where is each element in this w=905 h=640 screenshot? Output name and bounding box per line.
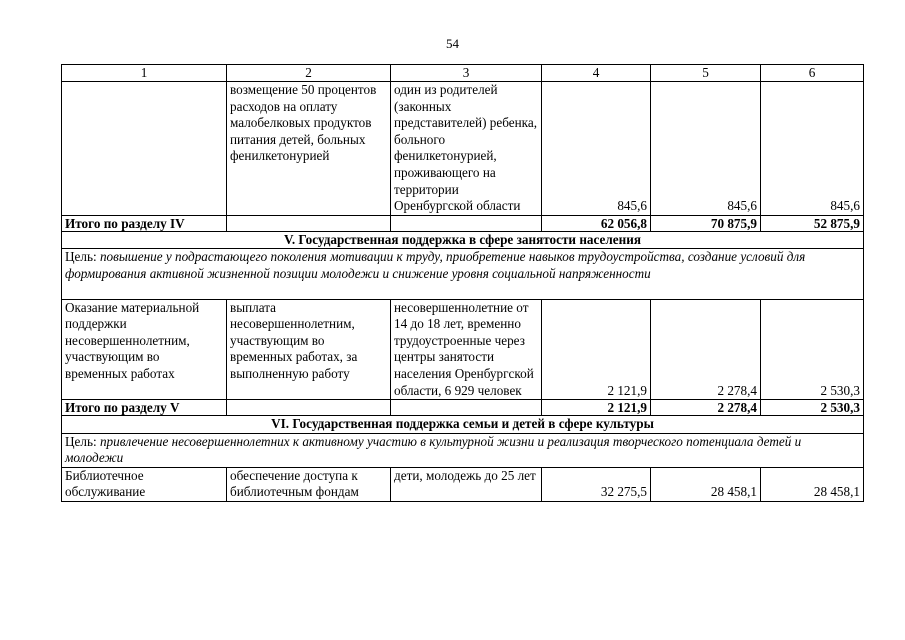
table-header-row [62,65,864,82]
total-row-section-4 [62,215,864,231]
goal-text: привлечение несовершеннолетних к активному участию в культурной жизни и реализация творческого потенциала детей и молодежи [65,433,802,466]
cell-value: 845,6 [542,82,651,216]
cell-value: 28 458,1 [761,467,864,501]
total-value: 2 278,4 [651,400,761,416]
column-header: 3 [391,65,542,82]
goal-cell [62,433,864,467]
total-value: 62 056,8 [542,215,651,231]
cell-recipients: один из родителей (законных представителей) ребенка, больного фенилкетонурией, проживающего на территории Оренбургской области [391,82,542,216]
column-header: 4 [542,65,651,82]
table-row [62,467,864,501]
section-title: VI. Государственная поддержка семьи и детей в сфере культуры [62,416,864,434]
section-title: V. Государственная поддержка в сфере занятости населения [62,231,864,249]
cell-measure [62,82,227,216]
goal-label: Цель: [65,249,100,265]
section-heading-row [62,231,864,249]
cell-value: 845,6 [651,82,761,216]
column-header: 6 [761,65,864,82]
cell-value: 2 121,9 [542,299,651,400]
cell-content: возмещение 50 процентов расходов на оплату малобелковых продуктов питания детей, больных фенилкетонурией [227,82,391,216]
page-number: 54 [446,36,459,51]
total-row-section-5 [62,400,864,416]
cell-content: обеспечение доступа к библиотечным фондам [227,467,391,501]
table-row [62,82,864,216]
cell-value: 32 275,5 [542,467,651,501]
goal-text: повышение у подрастающего поколения мотивации к труду, приобретение навыков трудоустройства, создание условий для формирования активной жизненной позиции молодежи и снижение уровня социальной напряженности [65,249,806,281]
empty-cell [391,400,542,416]
column-header: 5 [651,65,761,82]
total-value: 2 121,9 [542,400,651,416]
goal-cell [62,249,864,299]
total-label: Итого по разделу IV [62,215,227,231]
total-label: Итого по разделу V [62,400,227,416]
cell-value: 28 458,1 [651,467,761,501]
goal-row [62,433,864,467]
cell-measure: Библиотечное обслуживание [62,467,227,501]
cell-recipients: дети, молодежь до 25 лет [391,467,542,501]
goal-row [62,249,864,299]
empty-cell [391,215,542,231]
empty-cell [227,215,391,231]
cell-content: выплата несовершеннолетним, участвующим во временных работах, за выполненную работу [227,299,391,400]
cell-recipients: несовершеннолетние от 14 до 18 лет, временно трудоустроенные через центры занятости населения Оренбургской области, 6 929 человек [391,299,542,400]
goal-label: Цель: [65,433,100,449]
cell-value: 845,6 [761,82,864,216]
table-row [62,299,864,400]
total-value: 52 875,9 [761,215,864,231]
cell-measure: Оказание материальной поддержки несовершеннолетним, участвующим во временных работах [62,299,227,400]
budget-table [61,64,864,502]
total-value: 2 530,3 [761,400,864,416]
empty-cell [227,400,391,416]
column-header: 1 [62,65,227,82]
column-header: 2 [227,65,391,82]
total-value: 70 875,9 [651,215,761,231]
cell-value: 2 278,4 [651,299,761,400]
cell-value: 2 530,3 [761,299,864,400]
section-heading-row [62,416,864,434]
